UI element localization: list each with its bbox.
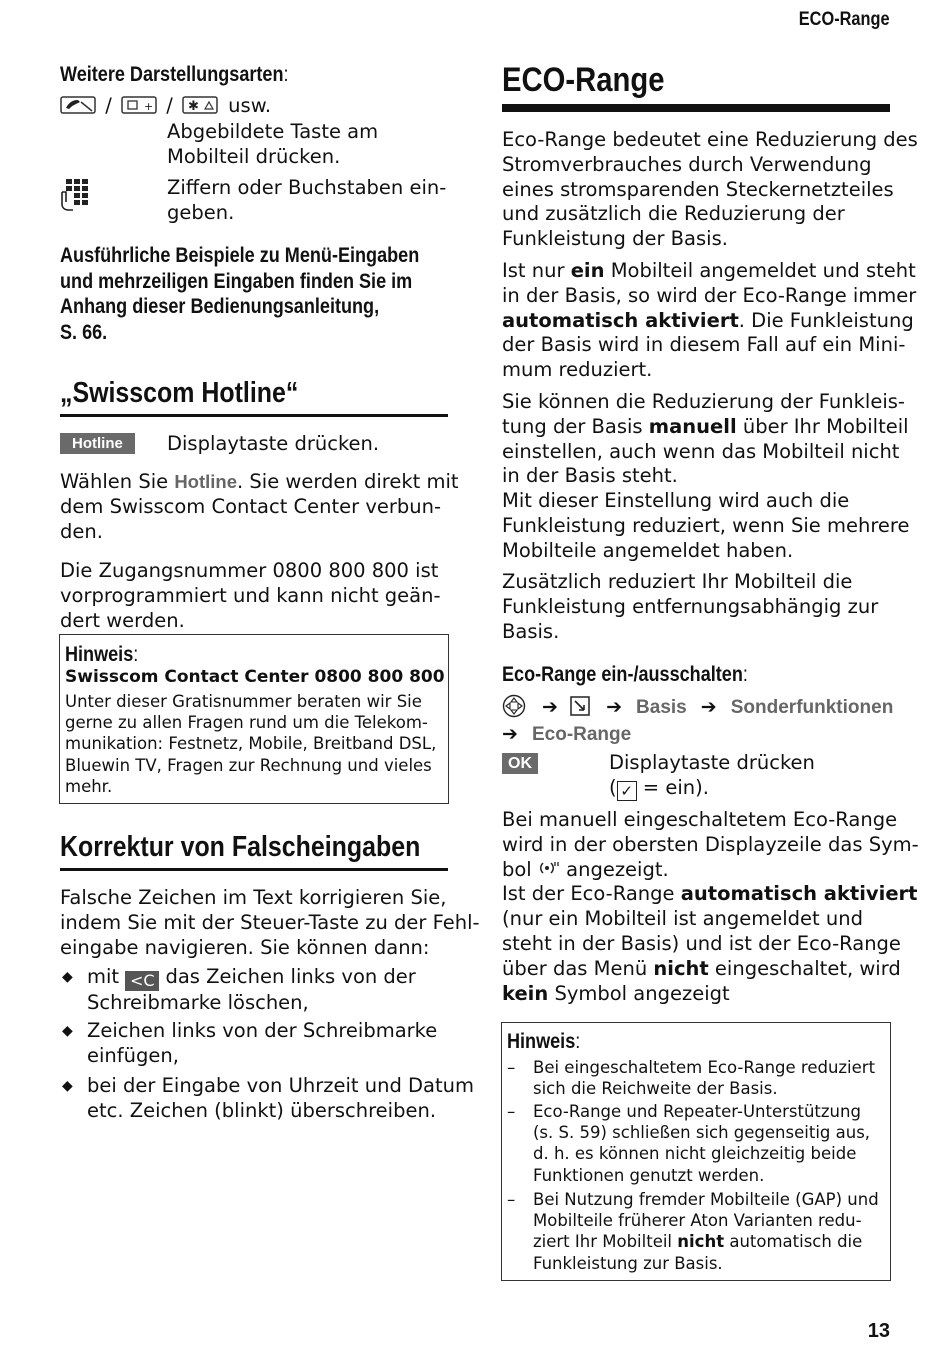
keypad-hand-icon [60,178,90,212]
hinweis-dash-item-1: – Bei eingeschaltetem Eco-Range reduziert sich die Reichweite der Basis. [507,1058,876,1099]
bullet-diamond-icon: ◆ [62,1078,73,1094]
bullet-item-1: mit <C das Zeichen links von der Schreibmarke löschen, [87,965,416,1014]
bullet-diamond-icon: ◆ [62,969,73,985]
backspace-key-icon: <C [125,971,159,991]
eco-para-1: Eco-Range bedeutet eine Reduzierung des Stromverbrauches durch Verwendung eines stromsparenden Steckernetzteiles und zusätzlich die Reduzierung der Funkleistung der Basis. [502,128,918,251]
hinweis-title: Hinweis: [65,643,139,666]
bullet-diamond-icon: ◆ [62,1023,73,1039]
waehlen-para: Wählen Sie Hotline. Sie werden direkt mit dem Swisscom Contact Center verbun- den. [60,470,459,543]
eco-range-heading: ECO-Range [502,61,665,99]
book-key-icon [121,96,157,114]
korrektur-para: Falsche Zeichen im Text korrigieren Sie, indem Sie mit der Steuer-Taste zu der Fehl- eingabe navigieren. Sie können dann: [60,886,480,959]
korrektur-rule [60,868,448,871]
svg-text:✱: ✱ [187,99,199,114]
phone-call-icon [60,96,96,114]
arrow-right-icon: ➔ [502,723,518,745]
hinweis-body: Unter dieser Gratisnummer beraten wir Sie gerne zu allen Fragen rund um die Telekom- munikation: Festnetz, Mobile, Breitband DSL, Bluewin TV, Fragen zur Rechnung und vieles mehr. [65,692,437,796]
ziffern-desc: Ziffern oder Buchstaben ein- geben. [167,176,447,224]
settings-menu-icon [570,696,590,716]
ok-softkey: OK [502,753,538,774]
hinweis-title: Hinweis: [507,1030,581,1053]
eco-para-4: Zusätzlich reduziert Ihr Mobilteil die Funkleistung entfernungsabhängig zur Basis. [502,570,879,643]
weitere-heading: Weitere Darstellungsarten: [60,63,289,86]
key-icons-row: / + / ✱ usw. [60,94,271,119]
hinweis-dash-item-3: – Bei Nutzung fremder Mobilteile (GAP) und Mobilteile früherer Aton Varianten redu- ziert Ihr Mobilteil nicht automatisch die Funkleistung zur Basis. [507,1190,879,1273]
ok-desc: Displaytaste drücken ( ✓ = ein). [609,751,815,800]
eco-switch-heading: Eco-Range ein-/ausschalten: [502,663,748,686]
hotline-softkey: Hotline [60,433,135,454]
page-number: 13 [867,1320,890,1342]
hotline-heading: „Swisscom Hotline“ [60,377,299,409]
eco-para-3: Sie können die Reduzierung der Funkleis- tung der Basis manuell über Ihr Mobilteil einstellen, auch wenn das Mobilteil nicht in der Basis steht. Mit dieser Einstellung wird auch die Funkleistung reduziert, wenn Sie mehrere Mobilteile angemeldet haben. [502,390,910,562]
bullet-item-2: Zeichen links von der Schreibmarke einfügen, [87,1019,438,1067]
star-key-icon [182,96,218,114]
hinweis-dash-item-2: – Eco-Range und Repeater-Unterstützung (s. S. 59) schließen sich gegenseitig aus, d. h. es können nicht gleichzeitig beide Funktionen genutzt werden. [507,1102,871,1185]
control-key-icon [502,694,526,718]
arrow-right-icon: ➔ [542,696,558,718]
eco-signal-icon [538,860,560,876]
bullet-item-3: bei der Eingabe von Uhrzeit und Datum etc. Zeichen (blinkt) überschreiben. [87,1074,475,1122]
running-title: ECO-Range [799,9,890,30]
eco-hinweis-box [501,1022,891,1281]
korrektur-heading: Korrektur von Falscheingaben [60,831,421,863]
arrow-right-icon: ➔ [700,696,717,718]
taste-desc: Abgebildete Taste am Mobilteil drücken. [167,120,379,168]
arrow-right-icon: ➔ [606,696,622,718]
examples-note: Ausführliche Beispiele zu Menü-Eingaben und mehrzeiligen Eingaben finden Sie im Anhang dieser Bedienungsanleitung, S. 66. [60,244,420,345]
hotline-rule [60,414,448,417]
svg-text:+: + [143,100,154,113]
zugang-para: Die Zugangsnummer 0800 800 800 ist vorprogrammiert und kann nicht geän- dert werden. [60,559,441,632]
hinweis-bold-line: Swisscom Contact Center 0800 800 800 [65,667,445,687]
eco-para-5: Bei manuell eingeschaltetem Eco-Range wird in der obersten Displayzeile das Sym- bol angezeigt. Ist der Eco-Range automatisch aktiviert (nur ein Mobilteil ist angemeldet und steht in der Basis) und ist der Eco-Range über das Menü nicht eingeschaltet, wird kein Symbol angezeigt [502,808,919,1005]
checkbox-checked-icon: ✓ [617,781,637,801]
eco-range-rule [502,104,890,112]
eco-para-2: Ist nur ein Mobilteil angemeldet und steht in der Basis, so wird der Eco-Range immer automatisch aktiviert. Die Funkleistung der Basis wird in diesem Fall auf ein Mini- mum reduziert. [502,259,917,382]
hotline-softkey-desc: Displaytaste drücken. [167,432,380,455]
hotline-hinweis-box [59,634,449,804]
menu-path: ➔ ➔ Basis ➔ Sonderfunktionen ➔ Eco-Range [502,696,894,745]
